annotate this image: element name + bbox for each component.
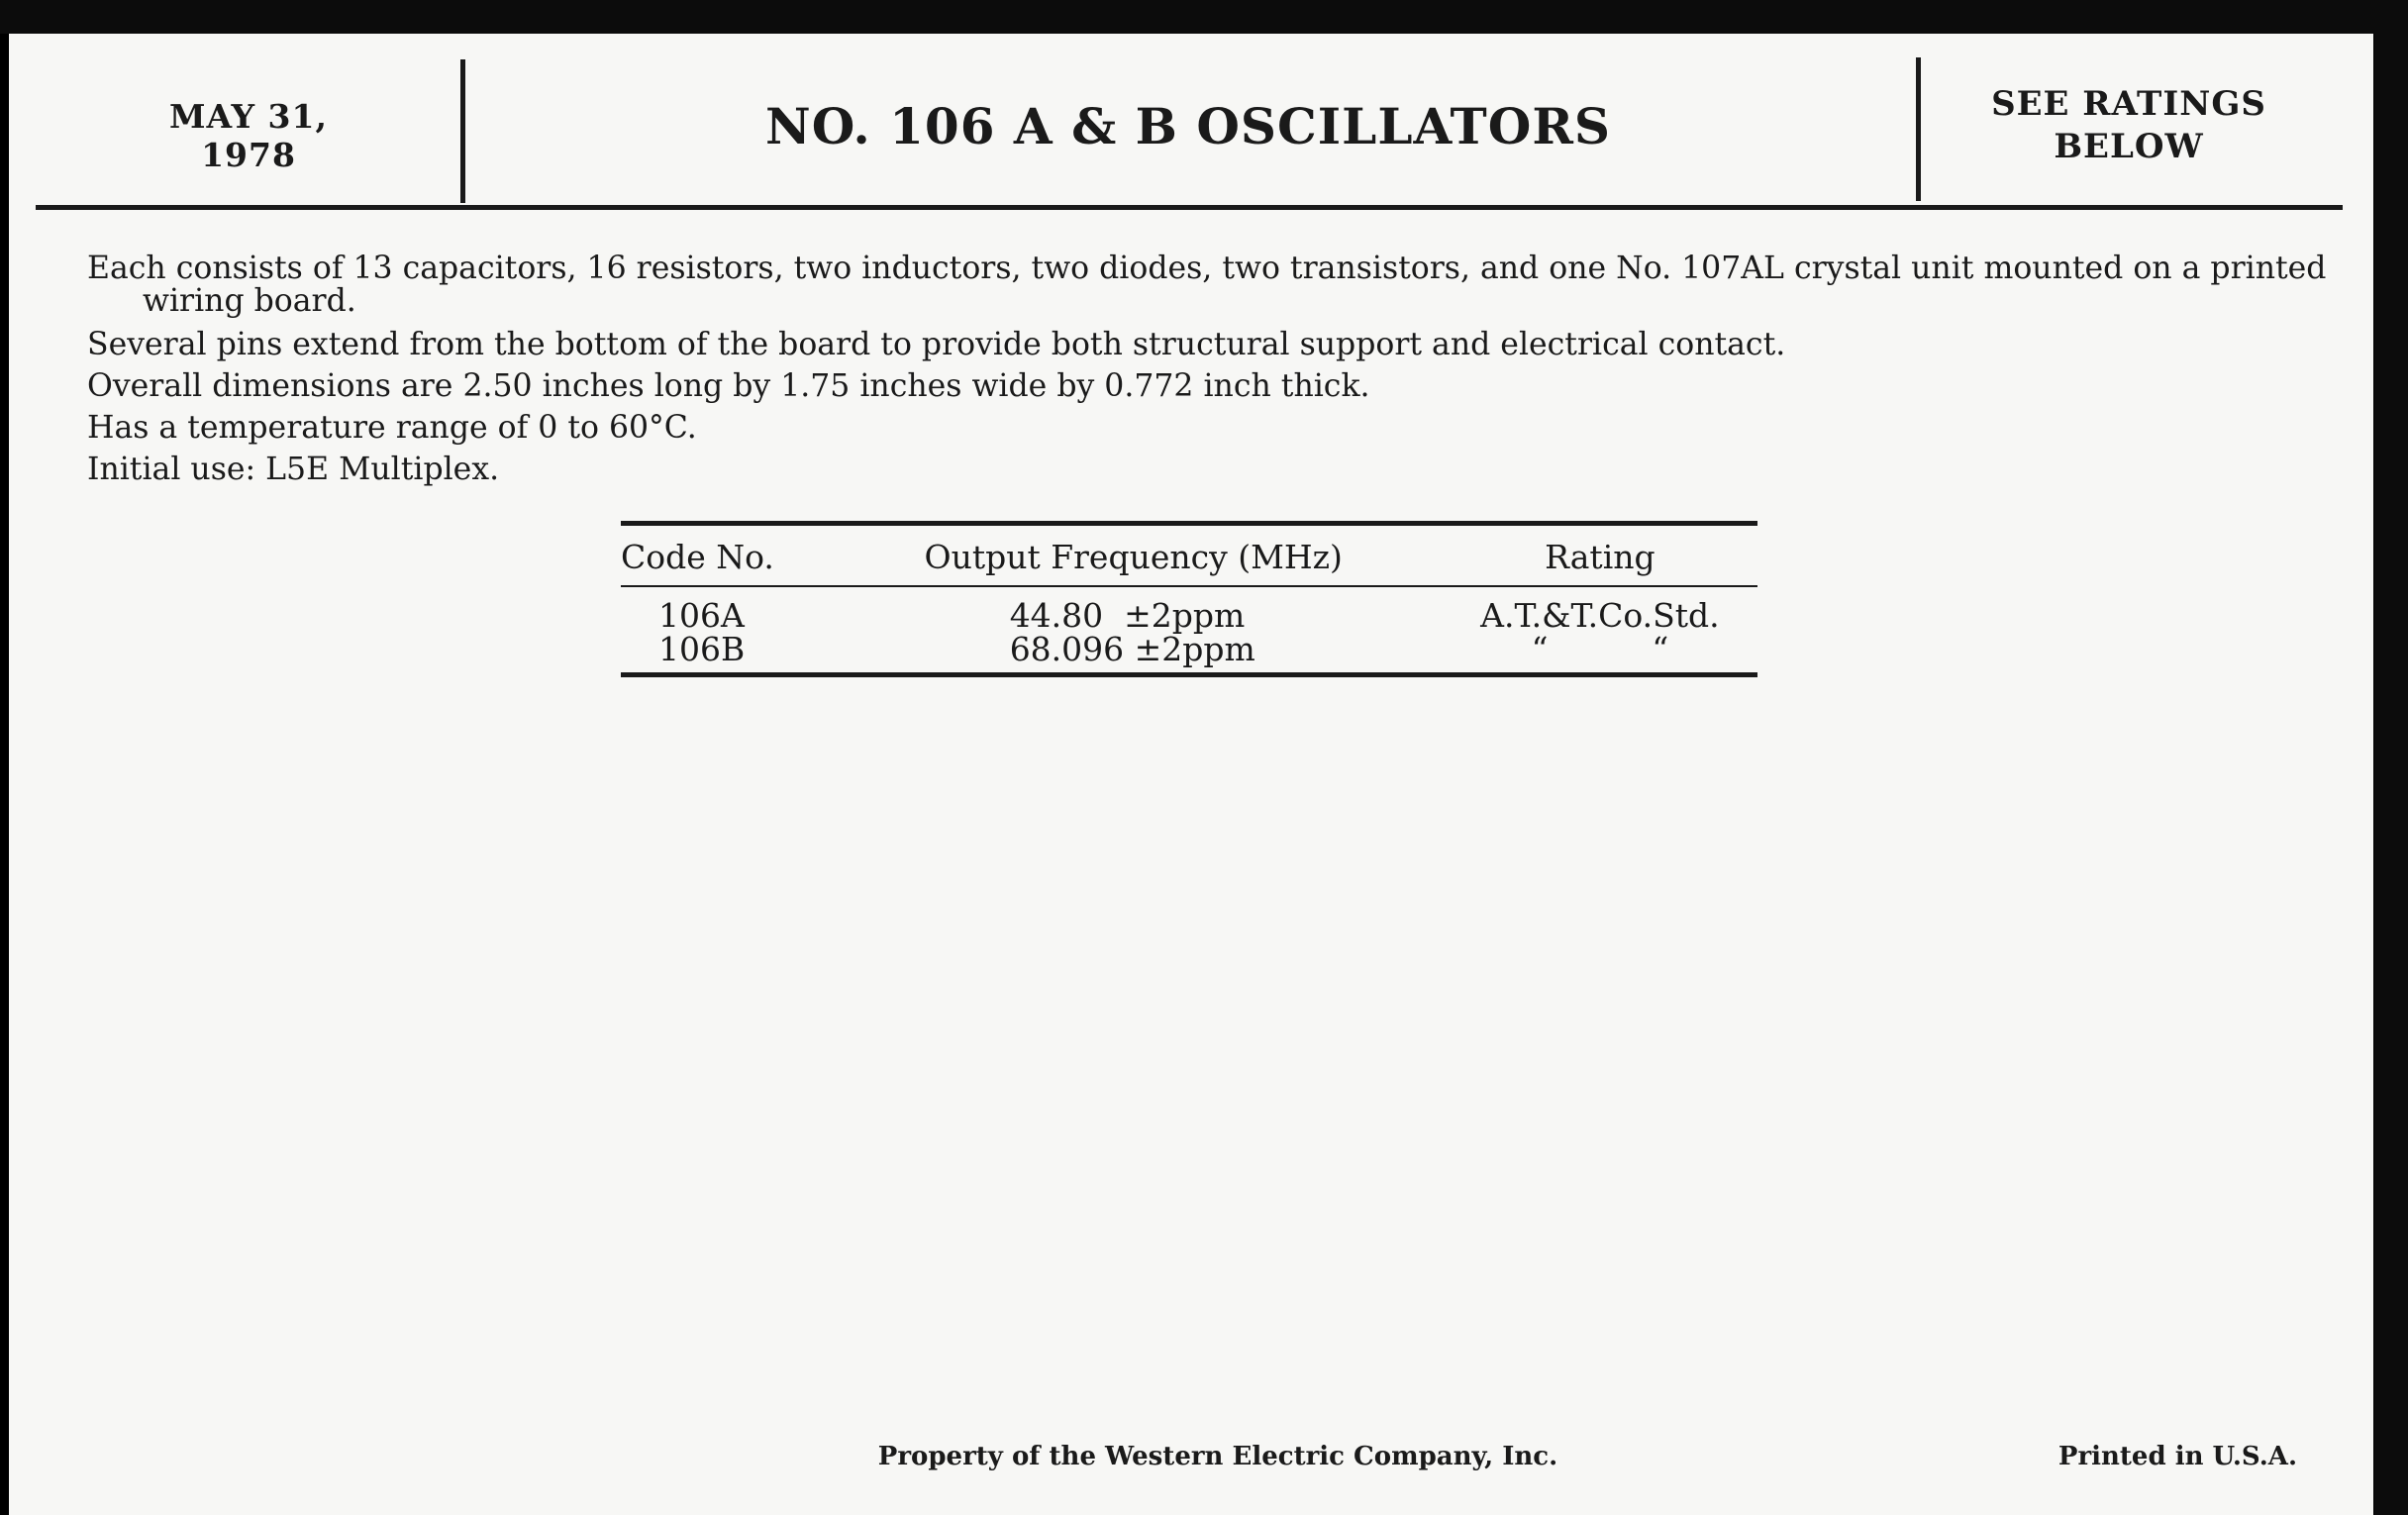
ratings-line-1: SEE RATINGS bbox=[1991, 84, 2266, 124]
header-rating: Rating bbox=[1545, 538, 1656, 576]
cell-code: 106B bbox=[658, 630, 746, 668]
description-temperature: Has a temperature range of 0 to 60°C. bbox=[87, 410, 697, 446]
scan-border-top bbox=[0, 0, 2408, 34]
cell-rating: A.T.&T.Co.Std. bbox=[1480, 596, 1720, 635]
cell-rating: “ “ bbox=[1531, 630, 1669, 668]
footer-printed-in: Printed in U.S.A. bbox=[2057, 1442, 2297, 1471]
table-header-row bbox=[621, 524, 1757, 587]
description-components: Each consists of 13 capacitors, 16 resistors, two inductors, two diodes, two transistors, and one No. 107AL crystal unit mounted on a printed wiring board. bbox=[87, 251, 2327, 319]
header-rule bbox=[36, 205, 2343, 210]
description-initial-use: Initial use: L5E Multiplex. bbox=[87, 452, 500, 487]
ratings-line-2: BELOW bbox=[2054, 127, 2204, 166]
header-code-no: Code No. bbox=[621, 538, 774, 576]
header-divider-left bbox=[460, 59, 465, 203]
header-date: MAY 31, 1978 bbox=[169, 97, 328, 174]
cell-frequency: 68.096 ±2ppm bbox=[1009, 630, 1255, 668]
spec-table bbox=[621, 521, 1757, 677]
header-output-frequency: Output Frequency (MHz) bbox=[924, 538, 1343, 576]
table-row bbox=[621, 633, 1757, 675]
header-divider-right bbox=[1916, 57, 1921, 201]
description-dimensions: Overall dimensions are 2.50 inches long by 1.75 inches wide by 0.772 inch thick. bbox=[87, 368, 1370, 404]
header-ratings-note bbox=[1941, 83, 2317, 168]
table-row bbox=[621, 586, 1757, 633]
footer-property-notice: Property of the Western Electric Company, Inc. bbox=[877, 1442, 1558, 1471]
description-pins: Several pins extend from the bottom of the board to provide both structural support and electrical contact. bbox=[87, 327, 1786, 362]
cell-code: 106A bbox=[658, 596, 745, 635]
page-title: NO. 106 A & B OSCILLATORS bbox=[765, 97, 1611, 155]
scan-border-right bbox=[2374, 0, 2408, 1515]
description-block bbox=[87, 252, 2355, 490]
cell-frequency: 44.80 ±2ppm bbox=[1009, 596, 1246, 635]
